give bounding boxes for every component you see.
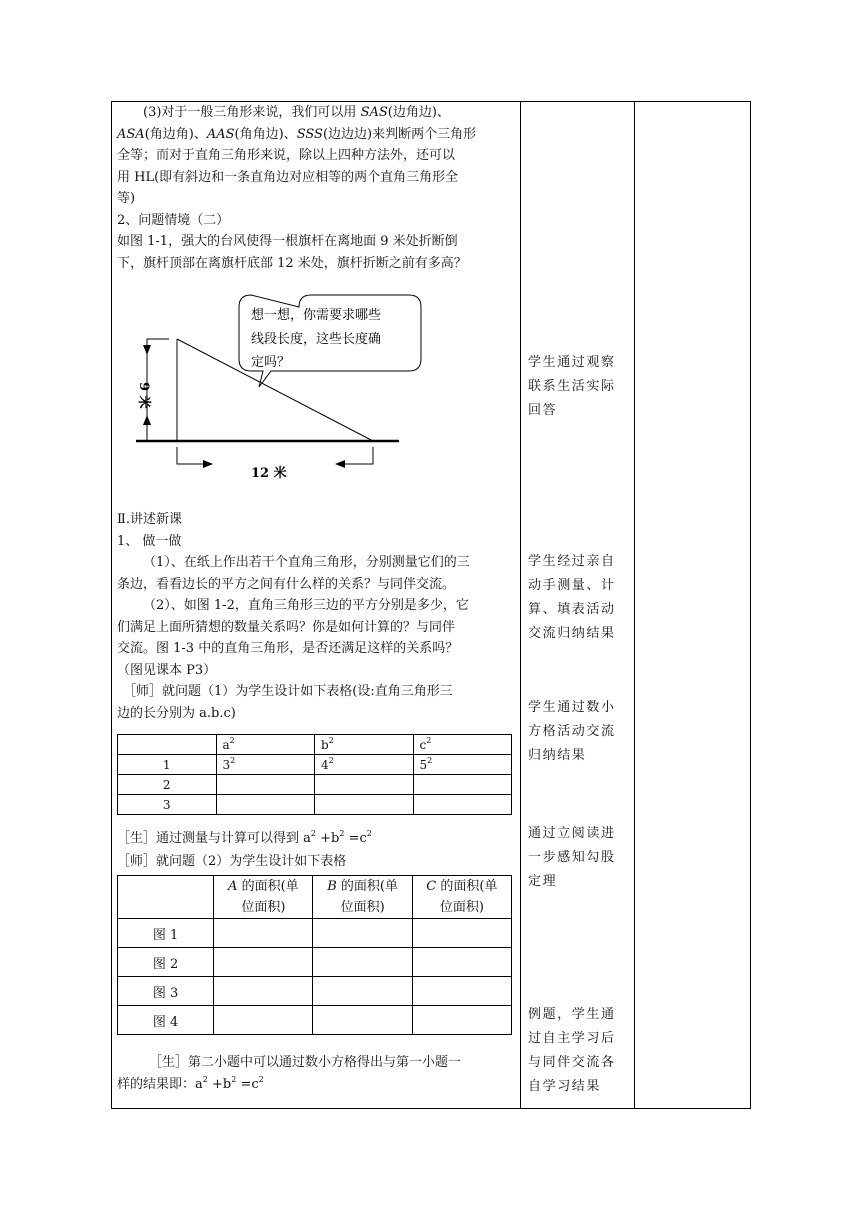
teacher1-line-1: ［师］就问题（1）为学生设计如下表格(设:直角三角形三 xyxy=(123,684,453,699)
q1-line-1: （1）、在纸上作出若干个直角三角形，分别测量它们的三 xyxy=(143,555,470,570)
side-note-line: 回答 xyxy=(528,403,558,418)
side-note-line: 学生通过数小 xyxy=(528,700,616,715)
height-arrow-up-icon xyxy=(143,415,151,425)
table-row xyxy=(118,735,512,755)
side-note-3 xyxy=(528,696,628,768)
q2-line-3: 交流。图 1-3 中的直角三角形，是否还满足这样的关系吗？ xyxy=(117,641,459,656)
side-note-line: 联系生活实际 xyxy=(528,379,616,394)
table-cell: 3 xyxy=(118,795,217,815)
q1-line-2: 条边，看看边长的平方之间有什么样的关系？与同伴交流。 xyxy=(117,576,456,592)
table-cell: 图 2 xyxy=(118,948,214,977)
table-row xyxy=(118,919,512,948)
item3-line-1: (3)对于一般三角形来说，我们可以用 SAS(边角边)、 xyxy=(143,105,450,120)
item3-line-4: 用 HL(即有斜边和一条直角边对应相等的两个直角三角形全 xyxy=(117,169,459,185)
base-arrow-left-icon xyxy=(335,460,345,468)
main-content-column xyxy=(111,102,516,1108)
table-cell xyxy=(118,876,214,919)
section2-heading: Ⅱ.讲述新课 xyxy=(117,512,182,527)
table-cell: 图 4 xyxy=(118,1006,214,1035)
table-header-c2: $c^2$ xyxy=(413,735,512,755)
base-dimension-right xyxy=(341,447,373,464)
side-note-line: 交流归纳结果 xyxy=(528,626,616,641)
bubble-line-1: 想一想，你需要求哪些 xyxy=(251,308,382,323)
scenario2-line-2: 下，旗杆顶部在离旗杆底部 12 米处，旗杆折断之前有多高？ xyxy=(117,255,467,271)
side-note-line: 例题，学生通 xyxy=(528,1007,616,1022)
table-divider-2 xyxy=(634,102,635,1108)
table-header-a2: $a^2$ xyxy=(216,735,315,755)
table-cell xyxy=(412,948,511,977)
table-cell xyxy=(412,977,511,1006)
student-activity-column xyxy=(522,102,632,1108)
table-cell xyxy=(413,795,512,815)
table-cell xyxy=(313,948,412,977)
student2-line-2: 样的结果即：$a^2 +b^2 =c^2$ xyxy=(117,1075,264,1092)
bubble-line-3: 定吗？ xyxy=(251,355,291,370)
side-note-line: 过自主学习后 xyxy=(528,1031,616,1046)
table-cell xyxy=(214,948,313,977)
table-cell xyxy=(315,775,414,795)
table-row xyxy=(118,795,512,815)
lesson-plan-table xyxy=(111,101,751,1109)
scenario2-heading: 2、问题情境（二） xyxy=(117,212,230,228)
table-cell: 1 xyxy=(118,755,217,775)
side-note-4 xyxy=(528,822,628,894)
side-note-line: 学生经过亲自 xyxy=(528,554,616,569)
table-cell xyxy=(313,977,412,1006)
side-note-2 xyxy=(528,550,628,646)
table-row xyxy=(118,1006,512,1035)
bubble-line-2: 线段长度，这些长度确 xyxy=(251,332,382,347)
table-cell xyxy=(313,1006,412,1035)
scenario2-line-1: 如图 1-1，强大的台风使得一根旗杆在离地面 9 米处折断倒 xyxy=(117,234,458,249)
q2-line-2: 们满足上面所猜想的数量关系吗？你是如何计算的？与同伴 xyxy=(117,619,456,635)
side-note-line: 通过立阅读进 xyxy=(528,826,616,841)
table-cell: $3^2$ xyxy=(216,755,315,775)
table-row xyxy=(118,775,512,795)
table-cell: $5^2$ xyxy=(413,755,512,775)
table-cell xyxy=(412,1006,511,1035)
side-note-line: 一步感知勾股 xyxy=(528,850,616,865)
height-label: 9 米 xyxy=(136,382,151,409)
table-divider-1 xyxy=(520,102,521,1108)
item3-line-2: ASA(角边角)、AAS(角角边)、SSS(边边边)来判断两个三角形 xyxy=(117,126,477,142)
section2-subheading: 1、 做一做 xyxy=(117,533,182,549)
item3-line-5: 等) xyxy=(117,191,136,206)
side-note-line: 动手测量、计 xyxy=(528,578,616,593)
table-row xyxy=(118,876,512,919)
item3-line-3: 全等；而对于直角三角形来说，除以上四种方法外，还可以 xyxy=(117,148,456,163)
side-note-line: 定理 xyxy=(528,874,558,889)
table-cell xyxy=(315,795,414,815)
table-cell xyxy=(118,735,217,755)
side-note-line: 方格活动交流 xyxy=(528,724,616,739)
table-cell xyxy=(413,775,512,795)
height-arrow-down-icon xyxy=(143,345,151,355)
side-note-1 xyxy=(528,351,628,423)
table-cell xyxy=(216,775,315,795)
teacher1-line-2: 边的长分别为 a.b.c) xyxy=(117,705,236,721)
table-border-right xyxy=(750,102,751,1108)
student1-line: ［生］通过测量与计算可以得到 $a^2 +b^2 =c^2$ xyxy=(117,829,372,846)
student2-line-1: ［生］第二小题中可以通过数小方格得出与第一小题一 xyxy=(149,1055,462,1070)
table-cell: 2 xyxy=(118,775,217,795)
side-note-line: 与同伴交流各 xyxy=(528,1055,616,1070)
table-cell: $4^2$ xyxy=(315,755,414,775)
table-row xyxy=(118,755,512,775)
side-note-line: 归纳结果 xyxy=(528,748,587,763)
table-header-b2: $b^2$ xyxy=(315,735,414,755)
table-cell: 图 3 xyxy=(118,977,214,1006)
table-cell xyxy=(214,977,313,1006)
q2-line-1: （2）、如图 1-2，直角三角形三边的平方分别是多少，它 xyxy=(143,598,469,613)
side-note-5 xyxy=(528,1003,628,1099)
base-label: 12 米 xyxy=(251,466,287,481)
table-header-c-area: C 的面积(单 位面积) xyxy=(412,876,511,919)
table-cell xyxy=(214,1006,313,1035)
table-header-b-area: B 的面积(单 位面积) xyxy=(313,876,412,919)
table-row xyxy=(118,948,512,977)
side-note-line: 学生通过观察 xyxy=(528,355,616,370)
q2-line-4: （图见课本 P3） xyxy=(117,662,217,678)
table-header-a-area: A 的面积(单 位面积) xyxy=(214,876,313,919)
table-cell xyxy=(313,919,412,948)
table-cell xyxy=(412,919,511,948)
flagpole-figure xyxy=(111,287,516,487)
side-note-line: 自学习结果 xyxy=(528,1079,602,1094)
table-cell xyxy=(216,795,315,815)
squares-table xyxy=(117,734,512,815)
side-note-line: 算、填表活动 xyxy=(528,602,616,617)
table-cell: 图 1 xyxy=(118,919,214,948)
teacher2-line: ［师］就问题（2）为学生设计如下表格 xyxy=(117,854,347,869)
base-arrow-right-icon xyxy=(203,460,213,468)
table-row xyxy=(118,977,512,1006)
table-cell xyxy=(214,919,313,948)
areas-table xyxy=(117,875,512,1035)
